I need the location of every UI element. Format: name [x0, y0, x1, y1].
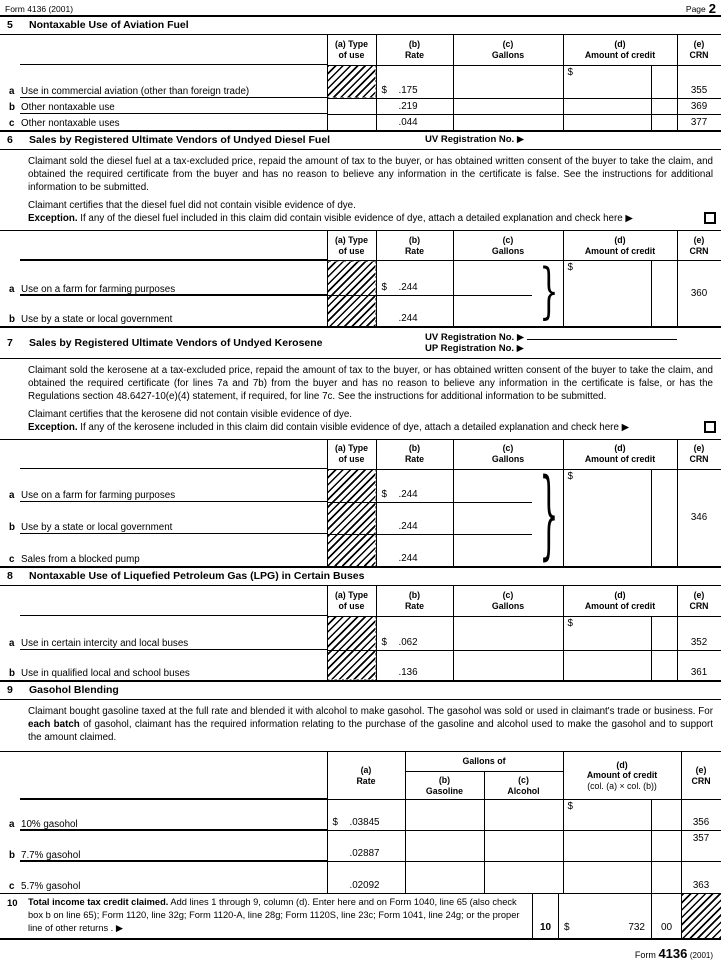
row-5c-gallons-input[interactable] — [453, 114, 563, 130]
uv-registration-label: UV Registration No. ▶ — [425, 331, 525, 343]
row-5a-label: a Use in commercial aviation (other than foreign trade) — [0, 65, 327, 98]
footer-form-number: 4136 — [658, 946, 688, 961]
row-8a-cents-input[interactable] — [651, 616, 677, 650]
hatched-cell — [327, 469, 376, 566]
line10-cents-value[interactable]: 00 — [651, 894, 681, 938]
rows-7abc-crn: 346 — [677, 469, 721, 566]
rows-7abc-amount-input[interactable] — [563, 469, 651, 566]
col-type-of-use: (a) Type of use — [327, 35, 376, 65]
row-5a-crn: 355 — [677, 65, 721, 98]
row-5c-amount-input[interactable] — [563, 114, 651, 130]
row-7a-label: a Use on a farm for farming purposes — [0, 469, 327, 502]
row-5c-cents-input[interactable] — [651, 114, 677, 130]
dollar-sign: $ — [567, 801, 573, 812]
row-6b-label: b Use by a state or local government — [9, 313, 173, 325]
section5-title: Nontaxable Use of Aviation Fuel — [29, 19, 189, 31]
section7-heading — [0, 326, 721, 359]
section9-table — [0, 751, 721, 893]
section6-certification — [0, 199, 721, 225]
row-8b-gallons-input[interactable] — [453, 650, 563, 680]
rows-6ab-gallons-input[interactable] — [453, 257, 563, 328]
row-8b-rate: .136 — [376, 650, 453, 680]
footer-form-word: Form — [634, 950, 656, 960]
section6-title: Sales by Registered Ultimate Vendors of Undyed Diesel Fuel — [29, 134, 331, 146]
section8-table — [0, 586, 721, 680]
col-amount: (d) Amount of credit — [563, 231, 677, 261]
section9-title: Gasohol Blending — [29, 684, 119, 696]
row-5b-crn: 369 — [677, 98, 721, 114]
section8-heading — [0, 566, 721, 586]
section7-title: Sales by Registered Ultimate Vendors of Undyed Kerosene — [29, 337, 323, 349]
dollar-sign: $ — [567, 262, 573, 273]
line10-total-row — [0, 893, 721, 940]
row-6b-rate: .244 — [376, 296, 453, 326]
page-footer — [635, 946, 713, 961]
section5-number: 5 — [7, 19, 13, 31]
row-9a-amount-input[interactable] — [563, 800, 651, 831]
section7-instructions: Claimant sold the kerosene at a tax-excluded price, repaid the amount of tax to the buyer, or has obtained written consent of the buyer to take the claim, and obtained the required certificate (for lines 7a and 7b) from the buyer and has no reason to believe any information in the certificate is false, or has the Regulations section 48.6427-10(e)(4) statement, if required, for line 7c. See the instructions for additional information to be submitted. — [28, 364, 713, 402]
col-gasoline: (b) Gasoline — [405, 772, 484, 800]
line10-box-number: 10 — [532, 894, 558, 938]
row-9a-gasoline-input[interactable] — [405, 800, 484, 831]
line10-amount-value: 732 — [628, 921, 645, 933]
hatched-cell — [327, 65, 376, 98]
hatched-cell — [327, 261, 376, 326]
row-8a-rate: $ .062 — [376, 616, 453, 650]
col-gallons: (c) Gallons — [453, 439, 563, 469]
col-rate: (b) Rate — [376, 586, 453, 616]
row-9a-rate: $ .03845 — [327, 800, 405, 831]
row-5a-rate: $ .175 — [376, 65, 453, 98]
row-5b-amount-input[interactable] — [563, 98, 651, 114]
col-gallons: (c) Gallons — [453, 35, 563, 65]
col-gallons: (c) Gallons — [453, 586, 563, 616]
row-6a-label: a Use on a farm for farming purposes — [0, 261, 327, 296]
section6-number: 6 — [7, 134, 13, 146]
page-word: Page — [685, 4, 706, 14]
row-7a-rate: $ .244 — [376, 469, 453, 502]
uv-registration-label: UV Registration No. ▶ — [425, 134, 525, 145]
hatched-cell — [681, 894, 721, 938]
row-5b-label: b Other nontaxable use — [0, 98, 327, 114]
row-9c-gasoline-input[interactable] — [405, 862, 484, 893]
row-9b-cents-input[interactable] — [651, 831, 681, 862]
row-5a-amount-input[interactable] — [563, 65, 651, 98]
col-crn: (e) CRN — [677, 231, 721, 261]
row-5b-rate: .219 — [376, 98, 453, 114]
section6-table — [0, 230, 721, 326]
col-crn: (e) CRN — [677, 35, 721, 65]
section9-number: 9 — [7, 684, 13, 696]
row-9c-rate: .02092 — [327, 862, 405, 893]
row-9c-cents-input[interactable] — [651, 862, 681, 893]
section6-heading — [0, 130, 721, 150]
line10-amount-input[interactable] — [558, 894, 651, 938]
section9-instructions: Claimant bought gasoline taxed at the full rate and blended it with alcohol to make gasohol. The gasohol was sold or used in claimant's trade or business. For each batch of gasohol, claimant has the required information relating to the purchase of the gasoline and alcohol used to make the gasohol and to support the amount claimed. — [28, 706, 713, 743]
rows-6ab-amount-input[interactable] — [563, 261, 651, 326]
row-9b-label: b 7.7% gasohol — [0, 831, 327, 862]
section6-certify-line: Claimant certifies that the diesel fuel did not contain visible evidence of dye. — [28, 200, 356, 211]
section5-table — [0, 35, 721, 130]
row-8a-amount-input[interactable] — [563, 616, 651, 650]
row-7b-rate: .244 — [376, 502, 453, 534]
col-rate: (b) Rate — [376, 35, 453, 65]
row-5a-cents-input[interactable] — [651, 65, 677, 98]
row-9c-alcohol-input[interactable] — [484, 862, 563, 893]
row-9b-rate: .02887 — [327, 831, 405, 862]
col-desc-header — [0, 231, 327, 261]
brace-icon: } — [539, 460, 559, 573]
col-desc-header — [0, 586, 327, 616]
row-9c-crn: 363 — [681, 862, 721, 893]
col-gallons-of: Gallons of — [405, 752, 563, 772]
row-5b-type-input[interactable] — [327, 98, 376, 114]
section7-exception-line: Exception. If any of the kerosene included in this claim did contain visible evidence of dye, attach a detailed explanation and check here ▶ — [28, 421, 630, 433]
registration-labels — [425, 331, 677, 354]
section5-heading — [0, 15, 721, 35]
row-8a-crn: 352 — [677, 616, 721, 650]
form-id: Form 4136 (2001) — [5, 4, 74, 14]
row-8b-cents-input[interactable] — [651, 650, 677, 680]
col-crn: (e) CRN — [677, 439, 721, 469]
section7-certification — [0, 408, 721, 434]
row-9b-crn: 357 — [681, 831, 721, 862]
row-8b-label: b Use in qualified local and school buses — [9, 668, 190, 679]
col-type-of-use: (a) Type of use — [327, 439, 376, 469]
row-7c-label: c Sales from a blocked pump — [9, 554, 140, 565]
row-5c-rate: .044 — [376, 114, 453, 130]
row-7b-label: b Use by a state or local government — [0, 502, 327, 534]
row-9b-alcohol-input[interactable] — [484, 831, 563, 862]
col-crn: (e) CRN — [677, 586, 721, 616]
row-9a-cents-input[interactable] — [651, 800, 681, 831]
row-6a-rate: $ .244 — [376, 261, 453, 296]
dollar-sign: $ — [564, 921, 570, 933]
section7-certify-line: Claimant certifies that the kerosene did not contain visible evidence of dye. — [28, 408, 353, 420]
row-5c-crn: 377 — [677, 114, 721, 130]
section6-exception-line: Exception. If any of the diesel fuel included in this claim did contain visible evidence of dye, attach a detailed explanation and check here ▶ — [28, 213, 633, 224]
page-number: 2 — [708, 1, 716, 16]
row-9a-alcohol-input[interactable] — [484, 800, 563, 831]
col-rate: (a) Rate — [327, 752, 405, 800]
col-alcohol: (c) Alcohol — [484, 772, 563, 800]
uv-registration-input[interactable] — [527, 331, 677, 340]
rows-7abc-cents-input[interactable] — [651, 469, 677, 566]
line10-description: 10 Total income tax credit claimed. Add lines 1 through 9, column (d). Enter here and on Form 1040, line 65 (also check box b on line 65); Form 1120, line 32g; Form 1120-A, line 28g; Form 1120S, line 23c; Form 1041, line 24g; or the proper line of other returns . ▶ — [7, 896, 520, 934]
row-5b-cents-input[interactable] — [651, 98, 677, 114]
row-8b-amount-input[interactable] — [563, 650, 651, 680]
col-amount: (d) Amount of credit — [563, 35, 677, 65]
rows-6ab-crn: 360 — [677, 261, 721, 326]
col-desc-header — [0, 35, 327, 65]
col-desc-header — [0, 752, 327, 800]
col-type-of-use: (a) Type of use — [327, 586, 376, 616]
col-rate: (b) Rate — [376, 439, 453, 469]
col-amount: (d) Amount of credit (col. (a) × col. (b)) — [563, 752, 681, 800]
row-5b-gallons-input[interactable] — [453, 98, 563, 114]
col-desc-header — [0, 439, 327, 469]
brace-icon: } — [539, 257, 559, 328]
section8-title: Nontaxable Use of Liquefied Petroleum Gas (LPG) in Certain Buses — [29, 570, 365, 582]
page-header — [0, 0, 721, 15]
col-amount: (d) Amount of credit — [563, 439, 677, 469]
col-crn: (e) CRN — [681, 752, 721, 800]
col-gallons: (c) Gallons — [453, 231, 563, 261]
row-9a-label: a 10% gasohol — [0, 800, 327, 831]
col-type-of-use: (a) Type of use — [327, 231, 376, 261]
row-9c-label: c 5.7% gasohol — [9, 880, 81, 892]
row-8a-gallons-input[interactable] — [453, 616, 563, 650]
dollar-sign: $ — [567, 470, 573, 482]
row-5c-label: c Other nontaxable uses — [9, 118, 120, 129]
col-rate: (b) Rate — [376, 231, 453, 261]
dye-exception-checkbox-kerosene[interactable] — [704, 421, 716, 433]
row-9b-gasoline-input[interactable] — [405, 831, 484, 862]
row-9c-amount-input[interactable] — [563, 862, 651, 893]
row-8a-label: a Use in certain intercity and local buses — [0, 616, 327, 650]
up-registration-label: UP Registration No. ▶ — [425, 342, 524, 354]
section9-heading — [0, 680, 721, 700]
section6-instructions: Claimant sold the diesel fuel at a tax-excluded price, repaid the amount of tax to the buyer, or has obtained written consent of the buyer to take the claim, and obtained the required certificate from the buyer and has no reason to believe any information in the certificate is false. See the instructions for additional information to be submitted. — [28, 156, 713, 193]
row-7c-rate: .244 — [376, 534, 453, 566]
row-8b-crn: 361 — [677, 650, 721, 680]
section7-number: 7 — [7, 337, 13, 349]
row-5c-type-input[interactable] — [327, 114, 376, 130]
rows-6ab-cents-input[interactable] — [651, 261, 677, 326]
col-amount: (d) Amount of credit — [563, 586, 677, 616]
row-5a-gallons-input[interactable] — [453, 65, 563, 98]
row-9a-crn: 356 — [681, 800, 721, 831]
rows-7abc-gallons-input[interactable] — [453, 460, 563, 573]
row-9b-amount-input[interactable] — [563, 831, 651, 862]
dollar-sign: $ — [567, 617, 573, 629]
hatched-cell — [327, 616, 376, 680]
dollar-sign: $ — [567, 66, 573, 78]
section7-table — [0, 439, 721, 573]
footer-form-year: (2001) — [689, 951, 713, 960]
dye-exception-checkbox-diesel[interactable] — [704, 212, 716, 224]
line10-number: 10 — [7, 897, 18, 909]
section8-number: 8 — [7, 570, 13, 582]
